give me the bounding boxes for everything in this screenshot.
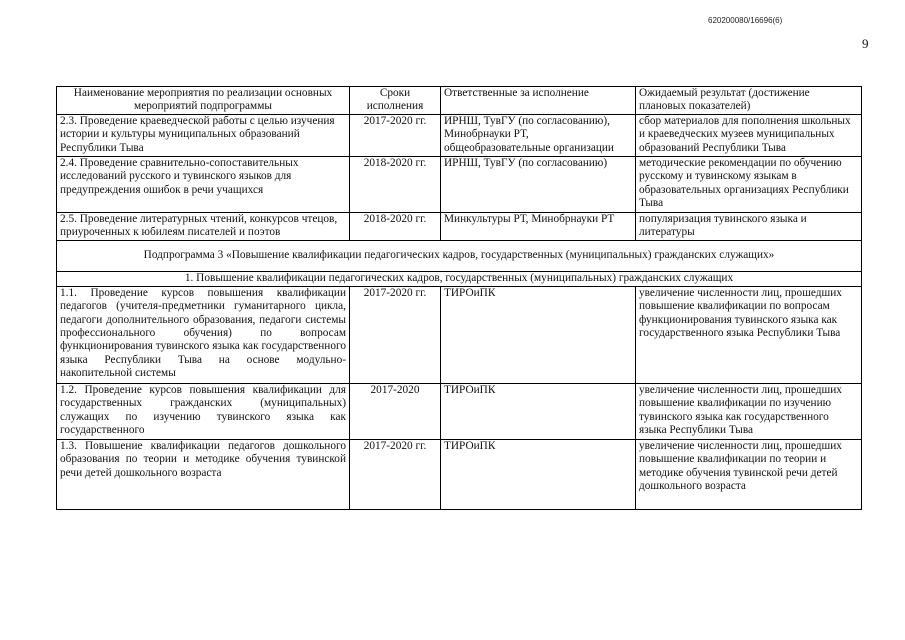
cell-responsible: ТИРОиПК xyxy=(441,286,636,383)
cell-responsible: ТИРОиПК xyxy=(441,383,636,439)
subprogram-title: Подпрограмма 3 «Повышение квалификации педагогических кадров, государственных (муниципальных) гражданских служащих» xyxy=(57,240,862,271)
cell-activity: 2.5. Проведение литературных чтений, конкурсов чтецов, приуроченных к юбилеям писателей и поэтов xyxy=(57,212,350,240)
cell-responsible: ИРНШ, ТувГУ (по согласованию), Минобрнауки РТ, общеобразовательные организации xyxy=(441,114,636,156)
table-row xyxy=(57,114,862,156)
header-responsible: Ответственные за исполнение xyxy=(441,87,636,115)
table-row xyxy=(57,439,862,509)
table-row xyxy=(57,286,862,383)
cell-period: 2018-2020 гг. xyxy=(350,212,441,240)
cell-period: 2017-2020 гг. xyxy=(350,114,441,156)
document-id: 620200080/16696(6) xyxy=(708,16,783,25)
subprogram-header-row xyxy=(57,240,862,271)
table-row xyxy=(57,156,862,212)
header-activity: Наименование мероприятия по реализации основных мероприятий подпрограммы xyxy=(57,87,350,115)
table-header-row xyxy=(57,87,862,115)
cell-period: 2017-2020 гг. xyxy=(350,286,441,383)
table-row xyxy=(57,212,862,240)
cell-result: увеличение численности лиц, прошедших повышение квалификации по теории и методике обучения тувинской речи детей дошкольного возраста xyxy=(636,439,862,509)
cell-activity: 1.3. Повышение квалификации педагогов дошкольного образования по теории и методике обучения тувинской речи детей дошкольного возраста xyxy=(57,439,350,509)
cell-period: 2017-2020 гг. xyxy=(350,439,441,509)
cell-result: сбор материалов для пополнения школьных и краеведческих музеев муниципальных образований Республики Тыва xyxy=(636,114,862,156)
cell-responsible: ИРНШ, ТувГУ (по согласованию) xyxy=(441,156,636,212)
cell-result: методические рекомендации по обучению русскому и тувинскому языкам в образовательных организациях Республики Тыва xyxy=(636,156,862,212)
cell-period: 2017-2020 xyxy=(350,383,441,439)
section-title: 1. Повышение квалификации педагогических кадров, государственных (муниципальных) гражданских служащих xyxy=(57,271,862,286)
cell-activity: 2.4. Проведение сравнительно-сопоставительных исследований русского и тувинского языков для предупреждения ошибок в речи учащихся xyxy=(57,156,350,212)
cell-result: увеличение численности лиц, прошедших повышение квалификации по вопросам функционирования тувинского языка как государственного языка Республики Тыва xyxy=(636,286,862,383)
section-header-row xyxy=(57,271,862,286)
program-table xyxy=(56,86,862,510)
cell-activity: 2.3. Проведение краеведческой работы с целью изучения истории и культуры муниципальных образований Республики Тыва xyxy=(57,114,350,156)
cell-activity: 1.1. Проведение курсов повышения квалификации педагогов (учителя-предметники гуманитарного цикла, педагоги дополнительного образования, педагоги системы профессионального обучения) по вопросам функционирования тувинского языка как государственного языка Республики Тыва на основе модульно-накопительной системы xyxy=(57,286,350,383)
page-number: 9 xyxy=(862,36,869,51)
header-period: Сроки исполнения xyxy=(350,87,441,115)
cell-period: 2018-2020 гг. xyxy=(350,156,441,212)
table-row xyxy=(57,383,862,439)
cell-activity: 1.2. Проведение курсов повышения квалификации для государственных гражданских (муниципальных) служащих по изучению тувинского языка как государственного xyxy=(57,383,350,439)
header-result: Ожидаемый результат (достижение плановых показателей) xyxy=(636,87,862,115)
cell-result: популяризация тувинского языка и литературы xyxy=(636,212,862,240)
cell-result: увеличение численности лиц, прошедших повышение квалификации по изучению тувинского языка как государственного языка Республики Тыва xyxy=(636,383,862,439)
cell-responsible: ТИРОиПК xyxy=(441,439,636,509)
cell-responsible: Минкультуры РТ, Минобрнауки РТ xyxy=(441,212,636,240)
